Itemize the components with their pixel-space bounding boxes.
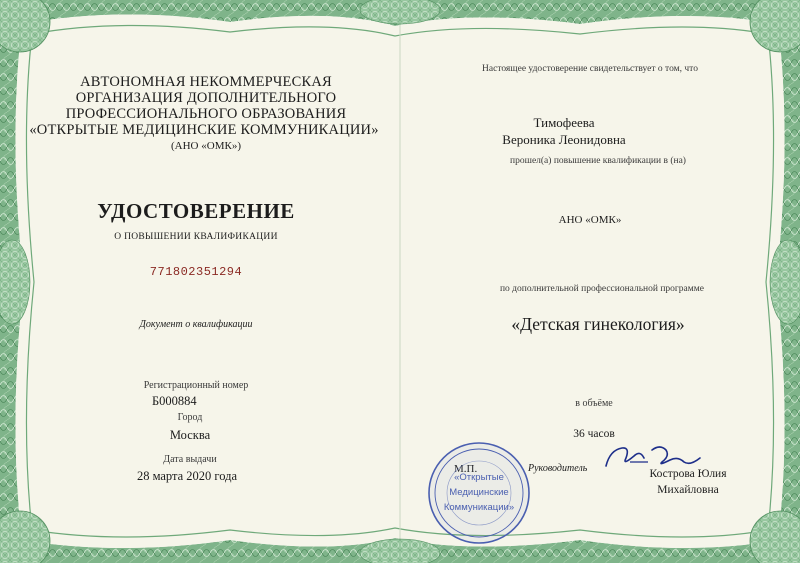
head-name-line-2: Михайловна	[657, 484, 719, 496]
registration-number: Б000884	[152, 394, 197, 408]
certifies-text: Настоящее удостоверение свидетельствует о том, что	[482, 64, 698, 74]
document-title: УДОСТОВЕРЕНИЕ	[97, 199, 295, 223]
stamp-line-1: «Открытые	[454, 472, 504, 483]
org-short-name: (АНО «ОМК»)	[171, 140, 241, 152]
org-line-3: ПРОФЕССИОНАЛЬНОГО ОБРАЗОВАНИЯ	[65, 106, 347, 122]
org-line-4: «ОТКРЫТЫЕ МЕДИЦИНСКИЕ КОММУНИКАЦИИ»	[29, 122, 379, 138]
program-label: по дополнительной профессиональной программе	[499, 284, 705, 294]
org-line-1: АВТОНОМНАЯ НЕКОММЕРЧЕСКАЯ	[80, 74, 332, 90]
institution-name: АНО «ОМК»	[558, 214, 622, 226]
head-label: Руководитель	[528, 463, 588, 474]
completed-text: прошел(а) повышение квалификации в (на)	[510, 156, 686, 166]
holder-given-names: Вероника Леонидовна	[502, 132, 626, 147]
head-name-line-1: Кострова Юлия	[649, 468, 727, 480]
holder-surname: Тимофеева	[533, 115, 595, 130]
org-line-2: ОРГАНИЗАЦИЯ ДОПОЛНИТЕЛЬНОГО	[75, 90, 337, 106]
stamp-line-2: Медицинские	[449, 487, 509, 498]
registration-label: Регистрационный номер	[143, 380, 249, 391]
document-number: 771802351294	[149, 265, 243, 279]
stamp-line-3: Коммуникации»	[443, 502, 515, 513]
city-value: Москва	[169, 428, 211, 442]
city-label: Город	[177, 412, 203, 423]
document-type: Документ о квалификации	[139, 319, 253, 330]
organization-stamp	[426, 440, 532, 546]
document-subtitle: О ПОВЫШЕНИИ КВАЛИФИКАЦИИ	[114, 232, 278, 242]
program-title: «Детская гинекология»	[511, 314, 685, 334]
issue-date-label: Дата выдачи	[163, 454, 217, 465]
volume-label: в объёме	[575, 398, 613, 409]
issue-date: 28 марта 2020 года	[136, 469, 238, 483]
signature-graphic	[600, 436, 710, 476]
volume-value: 36 часов	[573, 428, 615, 440]
